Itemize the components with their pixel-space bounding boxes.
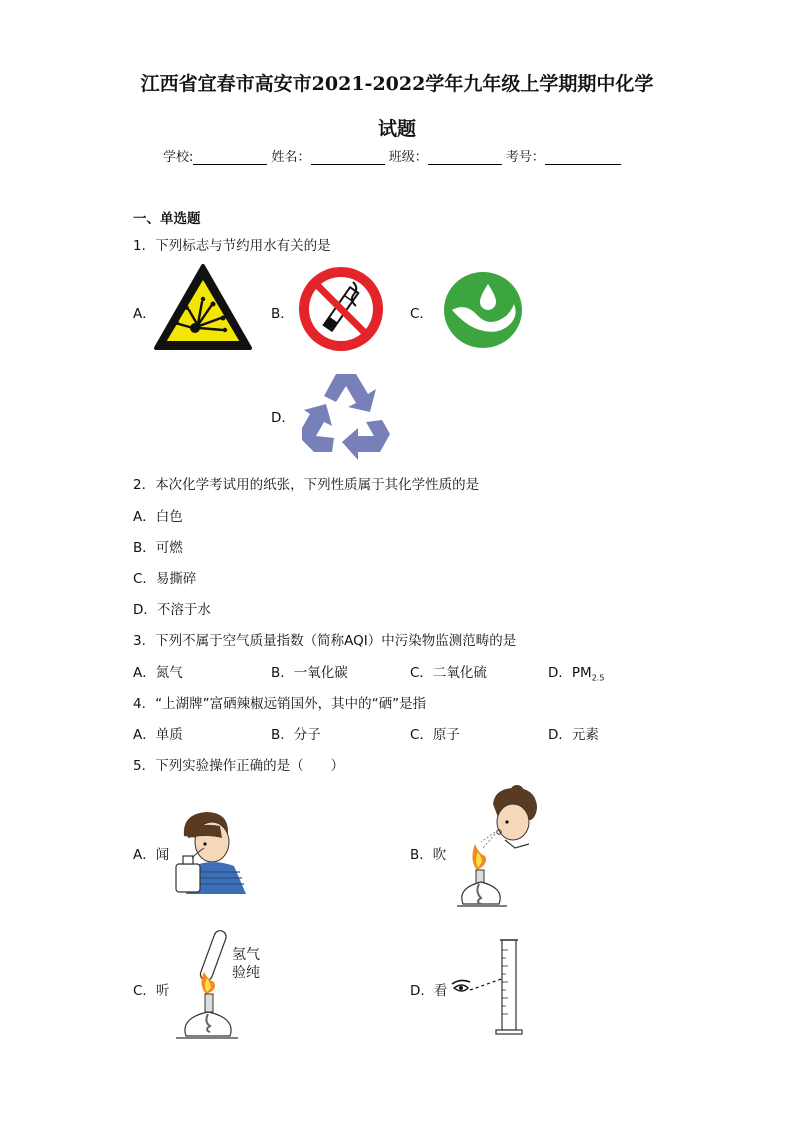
q4-option-c: C．原子 <box>410 727 460 743</box>
q4-option-b: B．分子 <box>271 727 321 743</box>
water-saving-icon <box>442 270 524 350</box>
school-field[interactable] <box>193 150 267 165</box>
q1-option-d-label: D． <box>271 410 295 426</box>
q4-option-d: D．元素 <box>548 727 599 743</box>
q2-option-c: C．易撕碎 <box>133 571 197 587</box>
section-title: 一、单选题 <box>133 211 201 227</box>
q4-stem: 4．“上湖牌”富硒辣椒远销国外，其中的“硒”是指 <box>133 696 427 712</box>
q2-stem: 2．本次化学考试用的纸张，下列性质属于其化学性质的是 <box>133 477 480 493</box>
reading-cylinder-illustration <box>448 934 548 1038</box>
title-line-1: 江西省宜春市高安市2021-2022学年九年级上学期期中化学 <box>140 73 654 95</box>
q1-option-c-label: C． <box>410 306 433 322</box>
q5-option-a-label: A．闻 <box>133 847 170 863</box>
title-line-2: 试题 <box>377 118 416 140</box>
q5-c-label-purity-test: 验纯 <box>232 965 260 981</box>
q5-option-d-label: D．看 <box>410 983 448 999</box>
q2-option-b: B．可燃 <box>133 540 183 556</box>
q5-stem: 5．下列实验操作正确的是（ ） <box>133 758 345 774</box>
q1-option-a-label: A． <box>133 306 156 322</box>
q4-option-a: A．单质 <box>133 727 183 743</box>
no-smoking-icon <box>296 264 386 354</box>
q5-option-c-label: C．听 <box>133 983 170 999</box>
q3-option-a: A．氮气 <box>133 665 183 681</box>
q5-c-label-hydrogen: 氢气 <box>232 947 260 963</box>
recycle-icon <box>296 370 392 458</box>
q3-option-b: B．一氧化碳 <box>271 665 348 681</box>
q3-option-d-text: D．PM <box>548 665 592 681</box>
name-field[interactable] <box>311 150 385 165</box>
school-label: 学校: <box>163 150 194 165</box>
q1-option-b-label: B． <box>271 306 294 322</box>
class-field[interactable] <box>428 150 502 165</box>
q5-option-b-label: B．吹 <box>410 847 447 863</box>
name-label: 姓名： <box>271 150 311 165</box>
explosive-warning-icon <box>153 262 253 352</box>
q3-option-d-subscript: 2.5 <box>591 673 605 683</box>
student-info-row <box>163 146 621 165</box>
q2-option-a: A．白色 <box>133 509 183 525</box>
q3-option-c: C．二氧化硫 <box>410 665 487 681</box>
blowing-lamp-illustration <box>455 782 545 920</box>
smelling-bottle-illustration <box>172 806 250 894</box>
q2-option-d: D．不溶于水 <box>133 602 211 618</box>
class-label: 班级： <box>388 150 428 165</box>
q1-stem: 1．下列标志与节约用水有关的是 <box>133 238 331 254</box>
q3-option-d <box>548 661 604 683</box>
exam-no-label: 考号： <box>505 150 545 165</box>
exam-no-field[interactable] <box>545 150 621 165</box>
q3-stem: 3．下列不属于空气质量指数（简称AQI）中污染物监测范畴的是 <box>133 633 517 649</box>
